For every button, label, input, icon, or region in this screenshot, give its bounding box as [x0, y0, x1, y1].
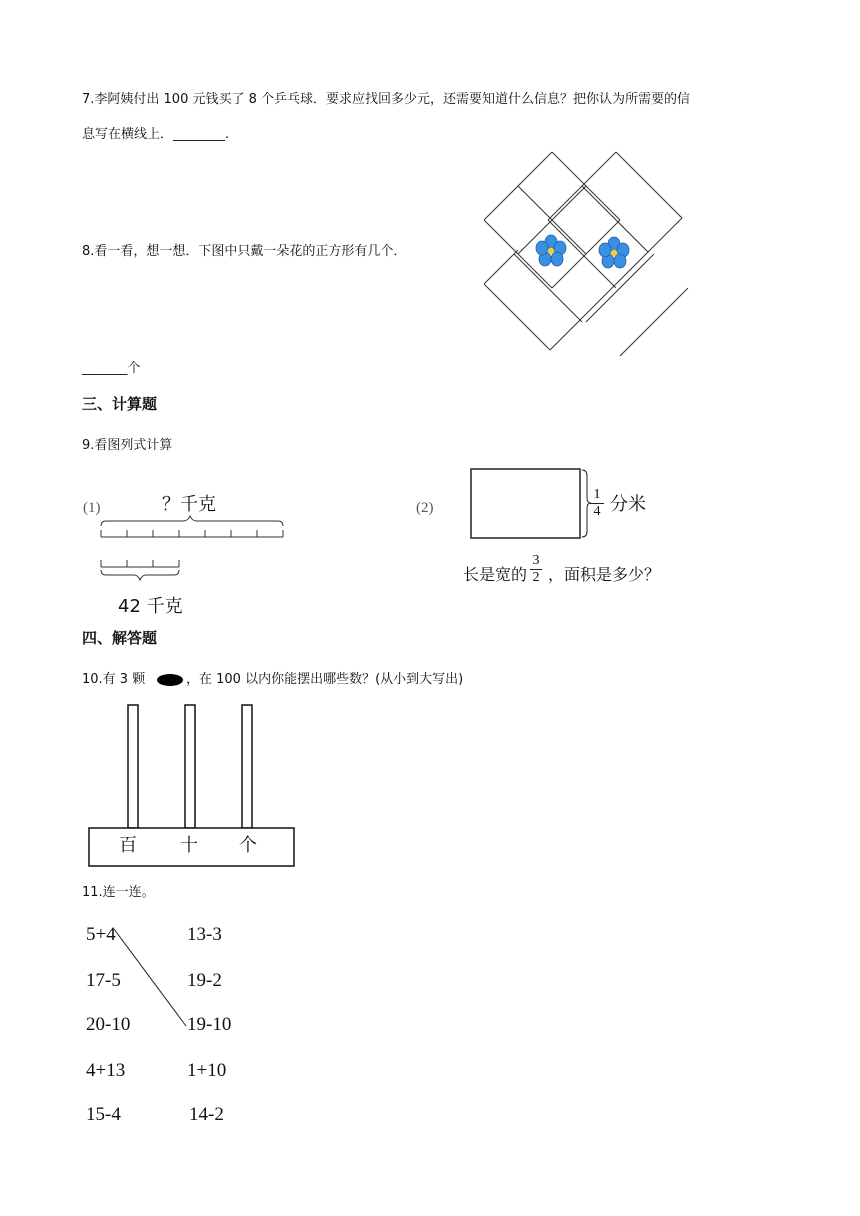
q7-line2	[82, 126, 229, 144]
q8-square-grid-figure	[484, 151, 684, 353]
section4-heading: 四、解答题	[82, 629, 158, 647]
abacus-label-ones: 个	[239, 835, 257, 856]
abacus-label-hundreds: 百	[119, 835, 137, 856]
q7-line1: 7.李阿姨付出 100 元钱买了 8 个乒乓球．要求应找回多少元，还需要知道什么信息？把你认为所需要的信	[82, 92, 691, 107]
q7-line2-text: 息写在横线上．	[82, 127, 174, 142]
abacus-label-tens: 十	[180, 835, 198, 856]
example-connection-line	[110, 926, 190, 1030]
right-expression[interactable]: 19-2	[187, 970, 222, 991]
right-expression[interactable]: 13-3	[187, 924, 222, 945]
q11-title: 11.连一连。	[82, 885, 155, 900]
bead-icon	[156, 673, 184, 687]
left-expression[interactable]: 15-4	[86, 1104, 121, 1125]
q9-p1-segment-diagram	[98, 518, 288, 588]
flower-icon	[536, 235, 566, 266]
q9-p1-label: (1)	[83, 500, 101, 516]
left-expression[interactable]: 4+13	[86, 1060, 126, 1081]
q8-answer-line	[82, 360, 141, 378]
q9-p2-rectangle-figure	[470, 468, 590, 540]
right-expression[interactable]: 14-2	[189, 1104, 224, 1125]
fraction-denominator: 2	[532, 570, 540, 585]
fraction-numerator: 3	[530, 553, 542, 570]
right-expression[interactable]: 1+10	[187, 1060, 227, 1081]
section3-heading: 三、计算题	[82, 395, 158, 413]
q8-answer-blank[interactable]: _______	[82, 361, 128, 376]
fraction-denominator: 4	[593, 504, 601, 519]
q8-unit: 个	[127, 361, 141, 376]
q7-answer-blank[interactable]: ________	[173, 127, 226, 142]
q9-p2-side-unit: 分米	[610, 494, 646, 515]
q9-p2-label: (2)	[416, 500, 434, 516]
left-expression[interactable]: 20-10	[86, 1014, 131, 1035]
left-expression[interactable]: 17-5	[86, 970, 121, 991]
q8-text: 8.看一看，想一想．下图中只戴一朵花的正方形有几个．	[82, 244, 407, 259]
q9-text: 9.看图列式计算	[82, 438, 173, 453]
q9-p2-ratio-fraction	[530, 553, 542, 586]
q9-p2-question-post: ，面积是多少？	[548, 565, 661, 584]
fraction-numerator: 1	[590, 487, 604, 504]
q9-p1-bottom-label: 42 千克	[118, 596, 183, 617]
right-expression[interactable]: 19-10	[187, 1014, 232, 1035]
flower-icon	[599, 237, 629, 268]
q10-text-pre: 10.有 3 颗	[82, 672, 146, 687]
q10-text-post: ，在 100 以内你能摆出哪些数？(从小到大写出)	[186, 672, 464, 687]
q9-p1-top-label: ？千克	[162, 494, 216, 515]
q9-p2-question-pre: 长是宽的	[463, 565, 528, 584]
q7-end: .	[225, 127, 230, 142]
left-expression[interactable]: 5+4	[86, 924, 116, 945]
q9-p2-side-fraction	[590, 487, 604, 520]
